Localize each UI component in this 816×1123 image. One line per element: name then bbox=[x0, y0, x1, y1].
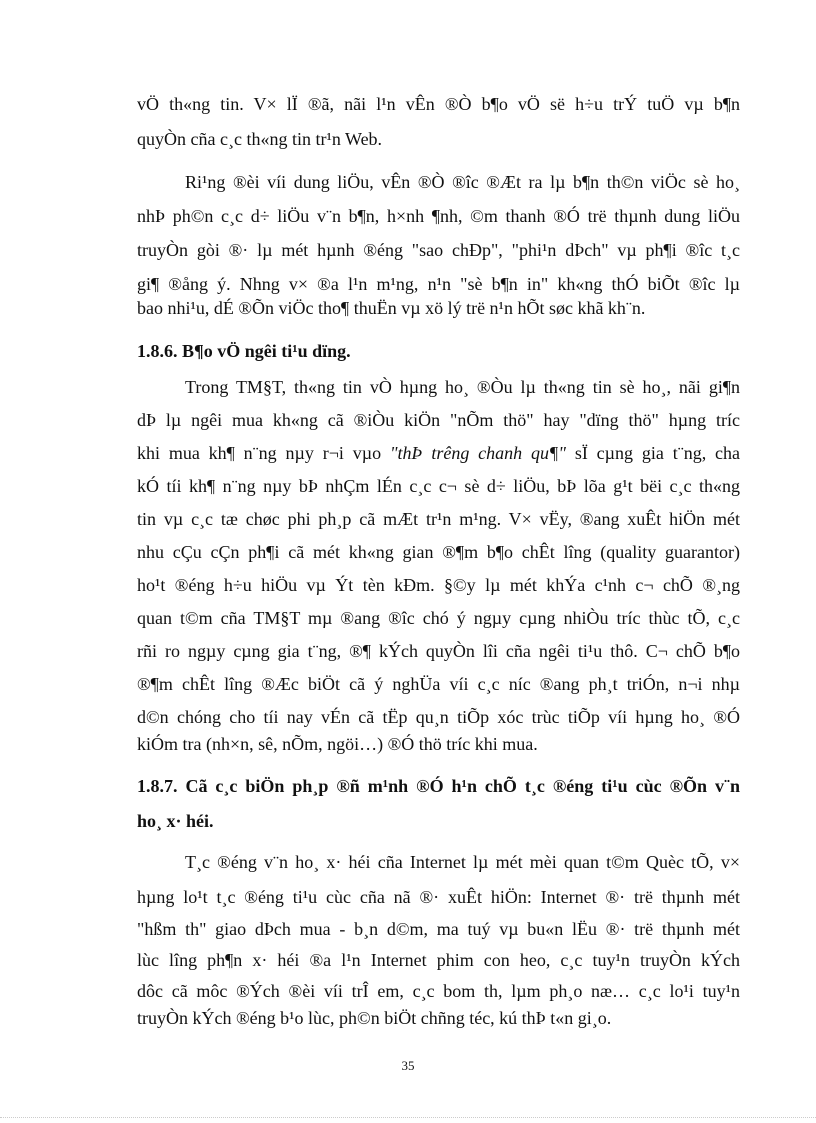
body-text-line: rñi ro ngµy cµng gia t¨ng, ®¶ kÝch quyÒn lîi cña ngêi ti¹u thô. C¬ chÕ b¶o bbox=[137, 641, 740, 661]
body-text-segment: khi mua kh¶ n¨ng nµy r¬i vµo bbox=[137, 443, 390, 463]
body-text-line: ®¶m chÊt lîng ®Æc biÖt cã ý nghÜa víi c¸c níc ®ang ph¸t triÓn, n¬i nhµ bbox=[137, 674, 740, 694]
body-text-line: bao nhi¹u, dÉ ®Õn viÖc tho¶ thuËn vµ xö lý trë n¹n hÕt søc khã kh¨n. bbox=[137, 298, 646, 318]
body-text-line: kÓ tíi kh¶ n¨ng nµy bÞ nhÇm lÉn c¸c c¬ sè d÷ liÖu, bÞ lõa g¹t bëi c¸c th«ng bbox=[137, 476, 740, 496]
body-text-line: quan t©m cña TM§T mµ ®ang ®îc chó ý ngµy cµng nhiÒu tríc thùc tÕ, c¸c bbox=[137, 608, 740, 628]
body-text-line: vÖ th«ng tin. V× lÏ ®ã, nãi l¹n vÊn ®Ò b¶o vÖ së h÷u trÝ tuÖ vµ b¶n bbox=[137, 94, 740, 114]
body-text-line: dôc cã môc ®Ých ®èi víi trÎ em, c¸c bom th, lµm ph¸o næ… c¸c lo¹i tuy¹n bbox=[137, 981, 740, 1001]
body-text-line: dÞ lµ ngêi mua kh«ng cã ®iÒu kiÖn "nÕm thö" hay "dïng thö" hµng tríc bbox=[137, 410, 740, 430]
page-number: 35 bbox=[401, 1058, 415, 1073]
body-text-segment: sÏ cµng gia t¨ng, cha bbox=[565, 443, 741, 463]
body-text-line: tin vµ c¸c tæ chøc phi ph¸p cã mÆt tr¹n m¹ng. V× vËy, ®ang xuÊt hiÖn mét bbox=[137, 509, 740, 529]
body-text-line: T¸c ®éng v¨n ho¸ x· héi cña Internet lµ mét mèi quan t©m Quèc tÕ, v× bbox=[185, 852, 740, 872]
body-text-line: nhÞ ph©n c¸c d÷ liÖu v¨n b¶n, h×nh ¶nh, ©m thanh ®Ó trë thµnh dung liÖu bbox=[137, 206, 740, 226]
section-heading-continued: ho¸ x· héi. bbox=[137, 811, 214, 831]
body-text-line: nhu cÇu cÇn ph¶i cã mét kh«ng gian ®¶m b¶o chÊt lîng (quality guarantor) bbox=[137, 542, 740, 562]
body-text-line: truyÒn gòi ®· lµ mét hµnh ®éng "sao chÐp", "phi¹n dÞch" vµ ph¶i ®îc t¸c bbox=[137, 240, 740, 260]
body-text-line: kiÓm tra (nh×n, sê, nÕm, ngöi…) ®Ó thö tríc khi mua. bbox=[137, 734, 538, 754]
body-text-line: "hßm th" giao dÞch mua - b¸n d©m, ma tuý vµ bu«n lËu ®· trë thµnh mét bbox=[137, 919, 740, 939]
body-text-line: ho¹t ®éng h÷u hiÖu vµ Ýt tèn kÐm. §©y lµ mét khÝa c¹nh c¬ chÕ ®¸ng bbox=[137, 575, 740, 595]
section-heading: 1.8.6. B¶o vÖ ngêi ti¹u dïng. bbox=[137, 341, 351, 361]
body-text-line bbox=[137, 441, 740, 465]
italic-term: "thÞ trêng chanh qu¶" bbox=[389, 443, 566, 463]
body-text-line: quyÒn cña c¸c th«ng tin tr¹n Web. bbox=[137, 129, 383, 149]
body-text-line: Ri¹ng ®èi víi dung liÖu, vÊn ®Ò ®îc ®Æt ra lµ b¶n th©n viÖc sè ho¸ bbox=[185, 172, 740, 192]
body-text-line: d©n chóng cho tíi nay vÉn cã tËp qu¸n tiÕp xóc trùc tiÕp víi hµng ho¸ ®Ó bbox=[137, 707, 740, 727]
body-text-line: Trong TM§T, th«ng tin vÒ hµng ho¸ ®Òu lµ th«ng tin sè ho¸, nãi gi¶n bbox=[185, 377, 740, 397]
body-text-line: hµng lo¹t t¸c ®éng ti¹u cùc cña nã ®· xuÊt hiÖn: Internet ®· trë thµnh mét bbox=[137, 887, 740, 907]
page-bottom-divider bbox=[0, 1117, 816, 1118]
body-text-line: gi¶ ®ång ý. Nhng v× ®a l¹n m¹ng, n¹n "sè b¶n in" kh«ng thÓ biÕt ®îc lµ bbox=[137, 274, 740, 294]
section-heading: 1.8.7. Cã c¸c biÖn ph¸p ®ñ m¹nh ®Ó h¹n chÕ t¸c ®éng ti¹u cùc ®Õn v¨n bbox=[137, 776, 740, 796]
body-text-line: lùc lîng ph¶n x· héi ®a l¹n Internet phim con heo, c¸c tuy¹n truyÒn kÝch bbox=[137, 950, 740, 970]
body-text-line: truyÒn kÝch ®éng b¹o lùc, ph©n biÖt chñng téc, kú thÞ t«n gi¸o. bbox=[137, 1008, 612, 1028]
